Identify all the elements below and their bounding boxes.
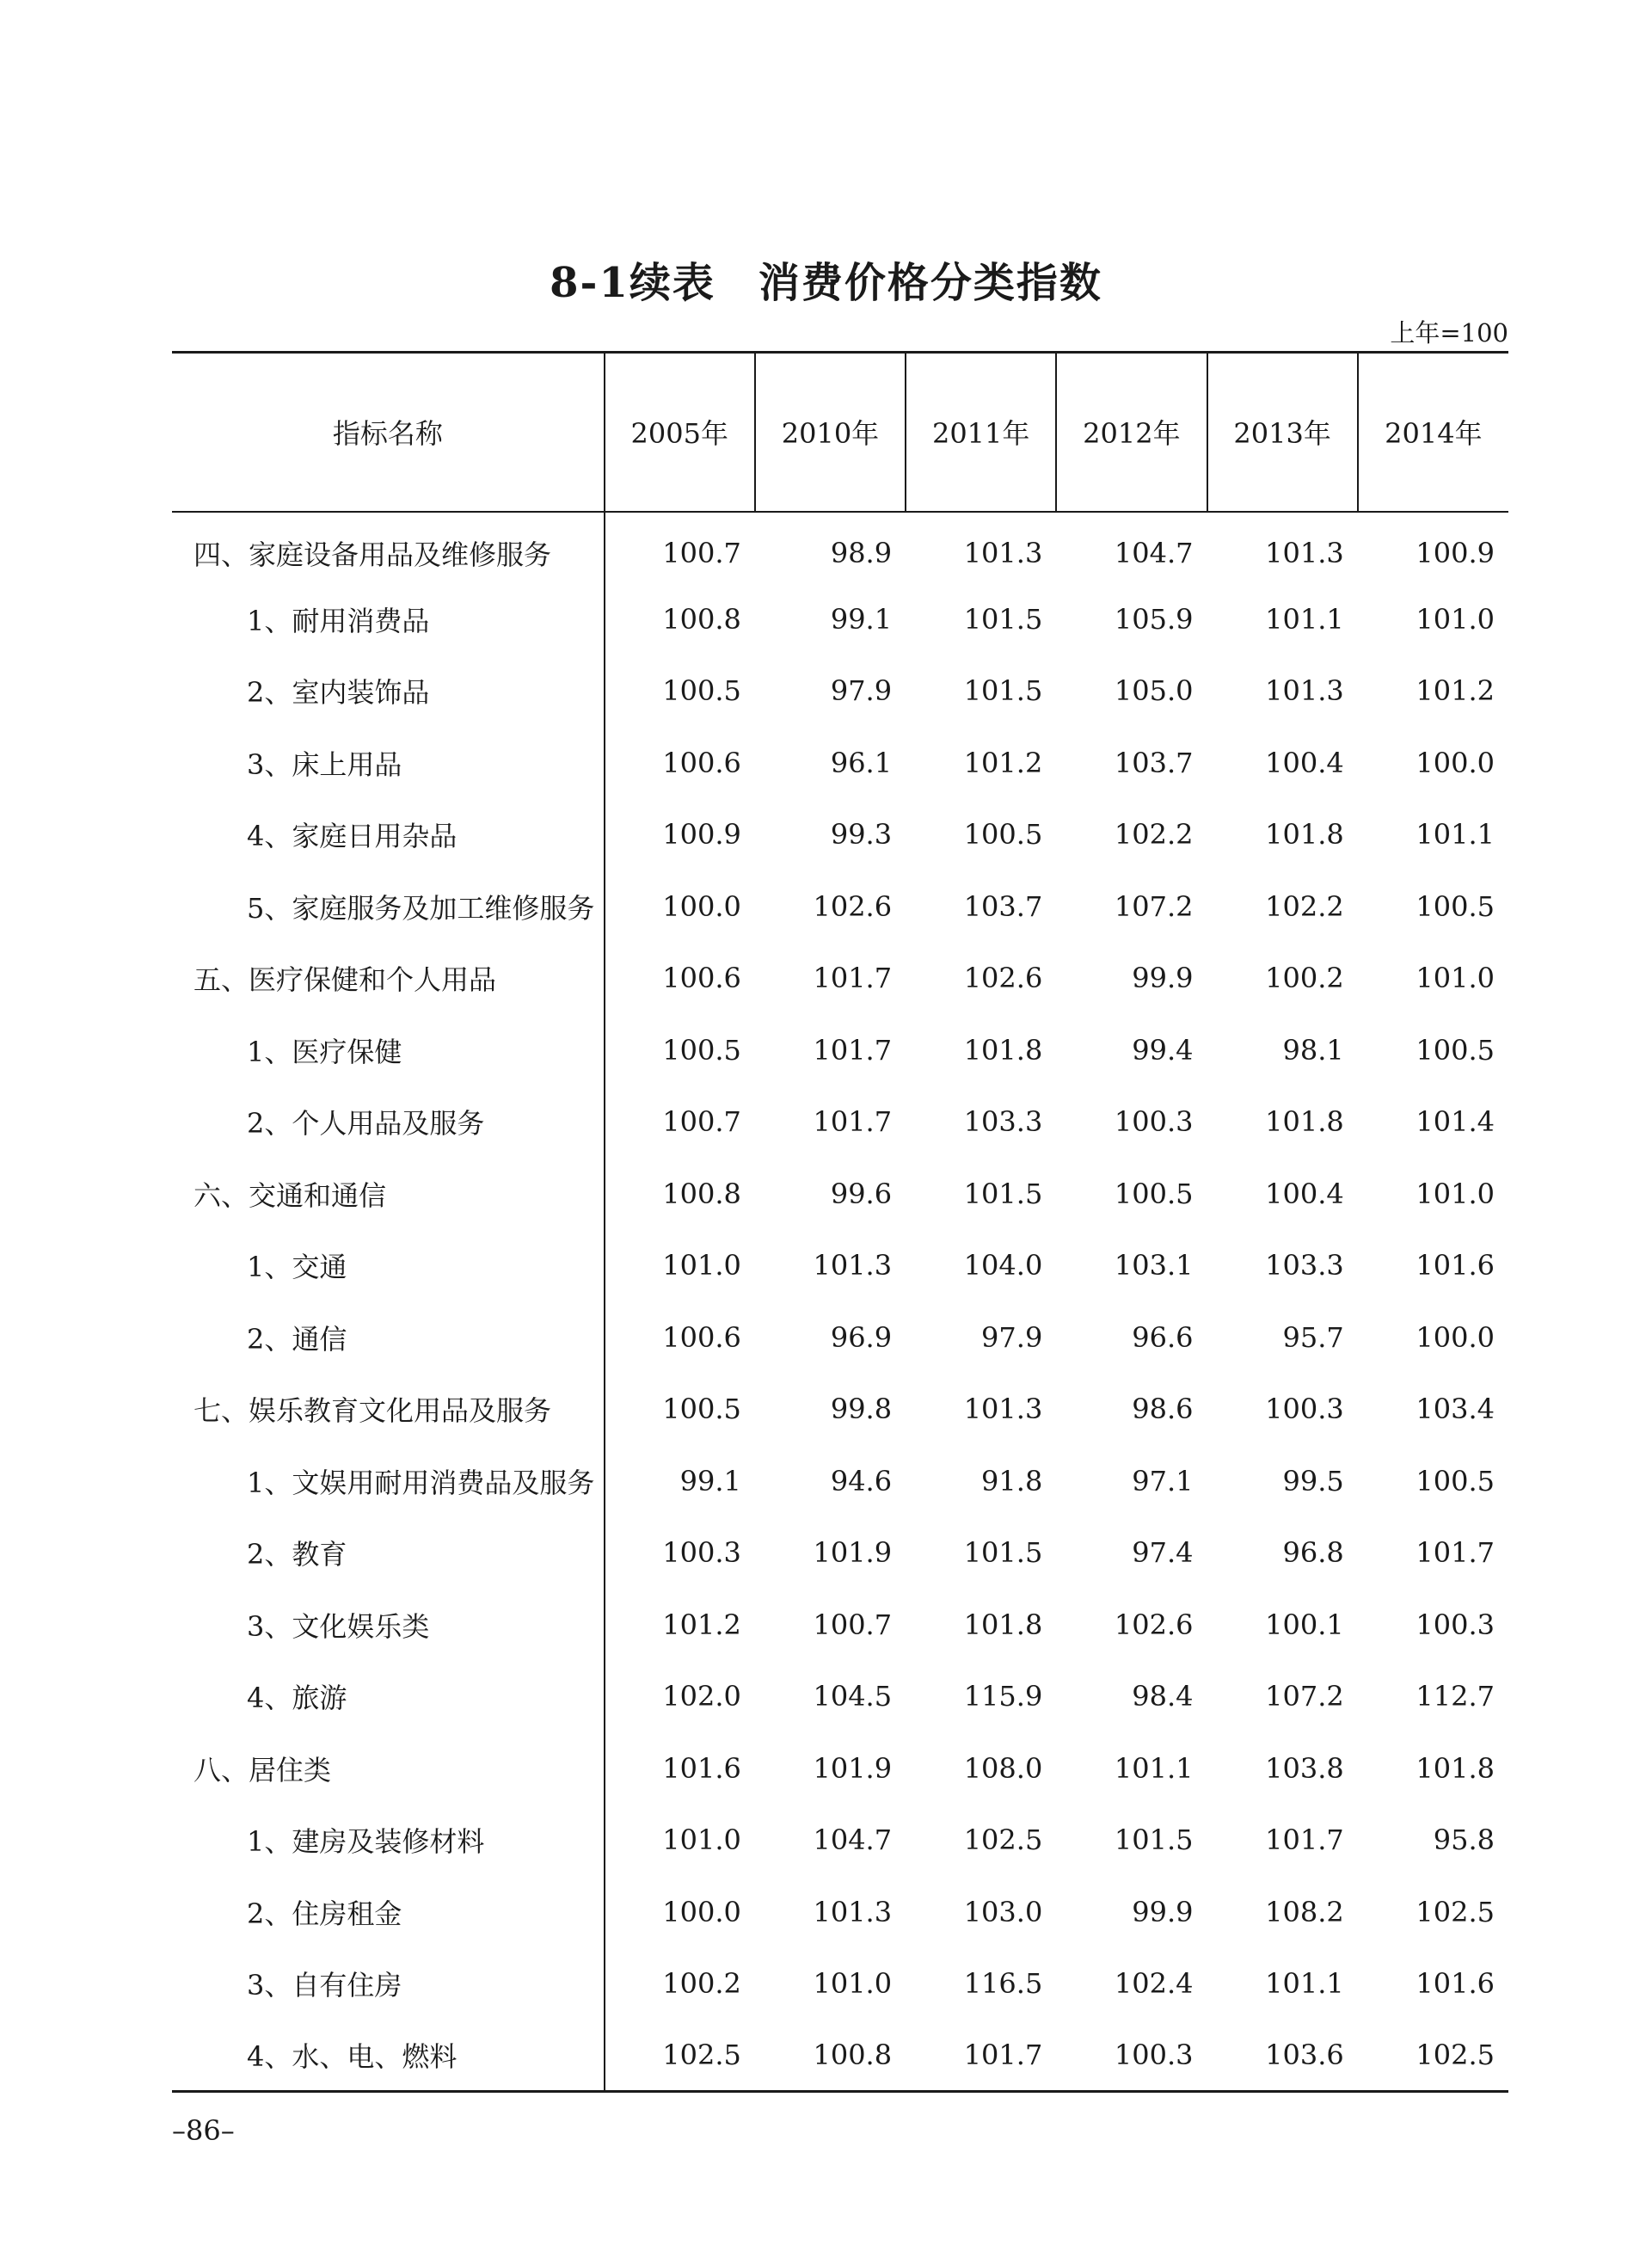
table-header-row xyxy=(172,353,1508,512)
index-value-cell: 96.1 xyxy=(830,746,893,779)
index-value-cell: 100.5 xyxy=(1416,1033,1495,1067)
row-indicator-name: 5、家庭服务及加工维修服务 xyxy=(172,870,605,943)
index-value-cell: 101.9 xyxy=(813,1751,893,1785)
index-value-cell: 101.1 xyxy=(1265,1967,1344,2001)
index-value-cell: 101.0 xyxy=(1416,962,1495,995)
index-value-cell: 100.9 xyxy=(1416,537,1495,570)
index-value-cell: 101.0 xyxy=(813,1967,893,2001)
index-value-cell: 101.8 xyxy=(963,1608,1043,1641)
index-value-cell: 104.0 xyxy=(963,1249,1043,1282)
index-value-cell: 101.0 xyxy=(1416,1177,1495,1210)
index-value-cell: 101.0 xyxy=(662,1823,741,1857)
index-value-cell: 95.8 xyxy=(1433,1823,1495,1857)
index-value-cell: 103.7 xyxy=(963,889,1043,923)
index-value-cell: 101.7 xyxy=(1416,1536,1495,1570)
index-value-cell: 101.4 xyxy=(1416,1105,1495,1139)
index-value-cell: 100.4 xyxy=(1265,1177,1344,1210)
index-value-cell: 103.6 xyxy=(1207,2020,1358,2092)
header-year: 2011年 xyxy=(906,353,1056,512)
index-value-cell: 99.1 xyxy=(830,602,893,636)
index-value-cell: 101.8 xyxy=(1265,818,1344,852)
index-value-cell: 108.2 xyxy=(1265,1895,1344,1928)
index-value-cell: 105.0 xyxy=(1114,674,1194,708)
index-value-cell: 101.2 xyxy=(662,1608,741,1641)
index-value-cell: 108.0 xyxy=(963,1751,1043,1785)
index-value-cell: 100.5 xyxy=(662,1393,741,1426)
index-value-cell: 100.0 xyxy=(662,889,741,923)
index-value-cell: 101.3 xyxy=(963,537,1043,570)
row-indicator-name: 3、床上用品 xyxy=(172,727,605,799)
index-value-cell: 100.9 xyxy=(662,818,741,852)
index-value-cell: 100.3 xyxy=(1416,1608,1495,1641)
index-value-cell: 101.2 xyxy=(1416,674,1495,708)
index-value-cell: 99.3 xyxy=(830,818,893,852)
row-indicator-name: 1、医疗保健 xyxy=(172,1014,605,1086)
row-indicator-name: 1、交通 xyxy=(172,1230,605,1302)
index-value-cell: 100.8 xyxy=(662,1177,741,1210)
index-value-cell: 112.7 xyxy=(1416,1680,1495,1713)
index-value-cell: 97.4 xyxy=(1132,1536,1194,1570)
index-value-cell: 100.1 xyxy=(1265,1608,1344,1641)
page-title: 8-1续表 消费价格分类指数 xyxy=(550,259,1102,307)
index-value-cell: 101.7 xyxy=(1265,1823,1344,1857)
index-value-cell: 101.3 xyxy=(1265,674,1344,708)
index-value-cell: 102.5 xyxy=(963,1823,1043,1857)
index-value-cell: 103.4 xyxy=(1416,1393,1495,1426)
index-value-cell: 96.8 xyxy=(1282,1536,1344,1570)
row-indicator-name: 4、家庭日用杂品 xyxy=(172,799,605,871)
index-value-cell: 101.7 xyxy=(906,2020,1056,2092)
index-value-cell: 101.6 xyxy=(662,1751,741,1785)
row-indicator-name: 四、家庭设备用品及维修服务 xyxy=(172,512,605,584)
table-row xyxy=(172,1445,1508,1517)
index-value-cell: 101.3 xyxy=(1265,537,1344,570)
index-value-cell: 101.5 xyxy=(963,1177,1043,1210)
index-value-cell: 91.8 xyxy=(981,1464,1043,1497)
table-row xyxy=(172,1374,1508,1446)
header-year: 2013年 xyxy=(1207,353,1358,512)
index-value-cell: 94.6 xyxy=(830,1464,893,1497)
index-value-cell: 116.5 xyxy=(963,1967,1043,2001)
row-indicator-name: 4、旅游 xyxy=(172,1661,605,1733)
index-value-cell: 102.5 xyxy=(1416,1895,1495,1928)
index-value-cell: 100.3 xyxy=(1056,2020,1207,2092)
index-value-cell: 99.6 xyxy=(830,1177,893,1210)
index-value-cell: 102.2 xyxy=(1114,818,1194,852)
index-value-cell: 101.3 xyxy=(963,1393,1043,1426)
index-value-cell: 100.7 xyxy=(813,1608,893,1641)
row-indicator-name: 五、医疗保健和个人用品 xyxy=(172,943,605,1015)
index-value-cell: 98.9 xyxy=(830,537,893,570)
index-value-cell: 100.6 xyxy=(662,746,741,779)
index-value-cell: 101.8 xyxy=(1265,1105,1344,1139)
index-value-cell: 99.4 xyxy=(1132,1033,1194,1067)
index-value-cell: 96.9 xyxy=(830,1320,893,1354)
row-indicator-name: 2、个人用品及服务 xyxy=(172,1086,605,1159)
index-value-cell: 102.6 xyxy=(813,889,893,923)
row-indicator-name: 3、文化娱乐类 xyxy=(172,1589,605,1661)
index-value-cell: 102.6 xyxy=(963,962,1043,995)
index-value-cell: 98.6 xyxy=(1132,1393,1194,1426)
index-value-cell: 100.0 xyxy=(662,1895,741,1928)
index-value-cell: 101.7 xyxy=(813,1033,893,1067)
table-row xyxy=(172,512,1508,584)
row-indicator-name: 1、文娱用耐用消费品及服务 xyxy=(172,1445,605,1517)
table-row xyxy=(172,727,1508,799)
header-year: 2012年 xyxy=(1056,353,1207,512)
table-row xyxy=(172,799,1508,871)
table-row xyxy=(172,870,1508,943)
index-value-cell: 99.5 xyxy=(1282,1464,1344,1497)
index-value-cell: 102.4 xyxy=(1114,1967,1194,2001)
table-row xyxy=(172,1732,1508,1805)
index-value-cell: 100.8 xyxy=(662,602,741,636)
index-value-cell: 101.9 xyxy=(813,1536,893,1570)
table-row xyxy=(172,2020,1508,2092)
table-row xyxy=(172,1661,1508,1733)
table-row xyxy=(172,583,1508,655)
index-value-cell: 104.5 xyxy=(813,1680,893,1713)
index-value-cell: 100.5 xyxy=(1114,1177,1194,1210)
index-value-cell: 101.5 xyxy=(1114,1823,1194,1857)
index-value-cell: 115.9 xyxy=(963,1680,1043,1713)
index-value-cell: 100.3 xyxy=(1265,1393,1344,1426)
index-value-cell: 97.9 xyxy=(830,674,893,708)
index-value-cell: 103.3 xyxy=(963,1105,1043,1139)
table-row xyxy=(172,1014,1508,1086)
row-indicator-name: 2、室内装饰品 xyxy=(172,655,605,728)
index-value-cell: 99.9 xyxy=(1132,962,1194,995)
table-row xyxy=(172,1948,1508,2020)
index-value-cell: 104.7 xyxy=(1114,537,1194,570)
index-value-cell: 101.5 xyxy=(963,602,1043,636)
table-row xyxy=(172,1086,1508,1159)
row-indicator-name: 2、教育 xyxy=(172,1517,605,1590)
index-value-cell: 101.5 xyxy=(963,674,1043,708)
index-value-cell: 100.0 xyxy=(1416,1320,1495,1354)
index-value-cell: 101.6 xyxy=(1416,1249,1495,1282)
row-indicator-name: 2、住房租金 xyxy=(172,1876,605,1948)
index-value-cell: 98.4 xyxy=(1132,1680,1194,1713)
index-value-cell: 105.9 xyxy=(1114,602,1194,636)
index-value-cell: 102.0 xyxy=(662,1680,741,1713)
table-row xyxy=(172,1876,1508,1948)
index-value-cell: 101.7 xyxy=(813,962,893,995)
index-value-cell: 101.3 xyxy=(813,1895,893,1928)
index-value-cell: 101.8 xyxy=(963,1033,1043,1067)
index-value-cell: 101.0 xyxy=(662,1249,741,1282)
price-index-table xyxy=(172,351,1508,2093)
index-value-cell: 99.9 xyxy=(1132,1895,1194,1928)
header-year: 2010年 xyxy=(755,353,906,512)
index-value-cell: 100.5 xyxy=(963,818,1043,852)
index-value-cell: 100.5 xyxy=(1416,889,1495,923)
index-value-cell: 102.2 xyxy=(1265,889,1344,923)
index-value-cell: 100.7 xyxy=(662,1105,741,1139)
index-value-cell: 100.5 xyxy=(662,674,741,708)
index-value-cell: 101.5 xyxy=(963,1536,1043,1570)
unit-note: 上年=100 xyxy=(1390,318,1508,347)
table-body xyxy=(172,512,1508,2092)
row-indicator-name: 2、通信 xyxy=(172,1301,605,1374)
index-value-cell: 100.5 xyxy=(1416,1464,1495,1497)
index-value-cell: 100.2 xyxy=(662,1967,741,2001)
index-value-cell: 101.3 xyxy=(813,1249,893,1282)
index-value-cell: 100.4 xyxy=(1265,746,1344,779)
index-value-cell: 107.2 xyxy=(1114,889,1194,923)
table-row xyxy=(172,943,1508,1015)
index-value-cell: 107.2 xyxy=(1265,1680,1344,1713)
index-value-cell: 104.7 xyxy=(813,1823,893,1857)
index-value-cell: 100.0 xyxy=(1416,746,1495,779)
index-value-cell: 100.6 xyxy=(662,962,741,995)
index-value-cell: 95.7 xyxy=(1282,1320,1344,1354)
index-value-cell: 102.6 xyxy=(1114,1608,1194,1641)
row-indicator-name: 1、建房及装修材料 xyxy=(172,1805,605,1877)
index-value-cell: 100.2 xyxy=(1265,962,1344,995)
index-value-cell: 96.6 xyxy=(1132,1320,1194,1354)
index-value-cell: 101.1 xyxy=(1416,818,1495,852)
index-value-cell: 102.5 xyxy=(1358,2020,1508,2092)
index-value-cell: 101.1 xyxy=(1114,1751,1194,1785)
row-indicator-name: 七、娱乐教育文化用品及服务 xyxy=(172,1374,605,1446)
index-value-cell: 103.1 xyxy=(1114,1249,1194,1282)
table-row xyxy=(172,1805,1508,1877)
index-value-cell: 102.5 xyxy=(605,2020,755,2092)
index-value-cell: 100.3 xyxy=(662,1536,741,1570)
index-value-cell: 100.8 xyxy=(755,2020,906,2092)
index-value-cell: 101.6 xyxy=(1416,1967,1495,2001)
table-row xyxy=(172,1589,1508,1661)
index-value-cell: 101.8 xyxy=(1416,1751,1495,1785)
page-number: –86– xyxy=(172,2114,235,2147)
row-indicator-name: 八、居住类 xyxy=(172,1732,605,1805)
header-indicator-name: 指标名称 xyxy=(172,353,605,512)
index-value-cell: 100.5 xyxy=(662,1033,741,1067)
index-value-cell: 97.1 xyxy=(1132,1464,1194,1497)
row-indicator-name: 4、水、电、燃料 xyxy=(172,2020,605,2092)
index-value-cell: 101.2 xyxy=(963,746,1043,779)
index-value-cell: 101.0 xyxy=(1416,602,1495,636)
table-row xyxy=(172,655,1508,728)
index-value-cell: 103.8 xyxy=(1265,1751,1344,1785)
row-indicator-name: 3、自有住房 xyxy=(172,1948,605,2020)
index-value-cell: 100.3 xyxy=(1114,1105,1194,1139)
row-indicator-name: 1、耐用消费品 xyxy=(172,583,605,655)
table-row xyxy=(172,1158,1508,1230)
index-value-cell: 98.1 xyxy=(1282,1033,1344,1067)
header-year: 2014年 xyxy=(1358,353,1508,512)
header-year: 2005年 xyxy=(605,353,755,512)
index-value-cell: 103.7 xyxy=(1114,746,1194,779)
row-indicator-name: 六、交通和通信 xyxy=(172,1158,605,1230)
index-value-cell: 103.3 xyxy=(1265,1249,1344,1282)
table-row xyxy=(172,1301,1508,1374)
index-value-cell: 99.1 xyxy=(679,1464,741,1497)
index-value-cell: 99.8 xyxy=(830,1393,893,1426)
index-value-cell: 100.7 xyxy=(662,537,741,570)
table-row xyxy=(172,1517,1508,1590)
index-value-cell: 103.0 xyxy=(963,1895,1043,1928)
table-row xyxy=(172,1230,1508,1302)
index-value-cell: 101.7 xyxy=(813,1105,893,1139)
index-value-cell: 101.1 xyxy=(1265,602,1344,636)
index-value-cell: 100.6 xyxy=(662,1320,741,1354)
index-value-cell: 97.9 xyxy=(981,1320,1043,1354)
